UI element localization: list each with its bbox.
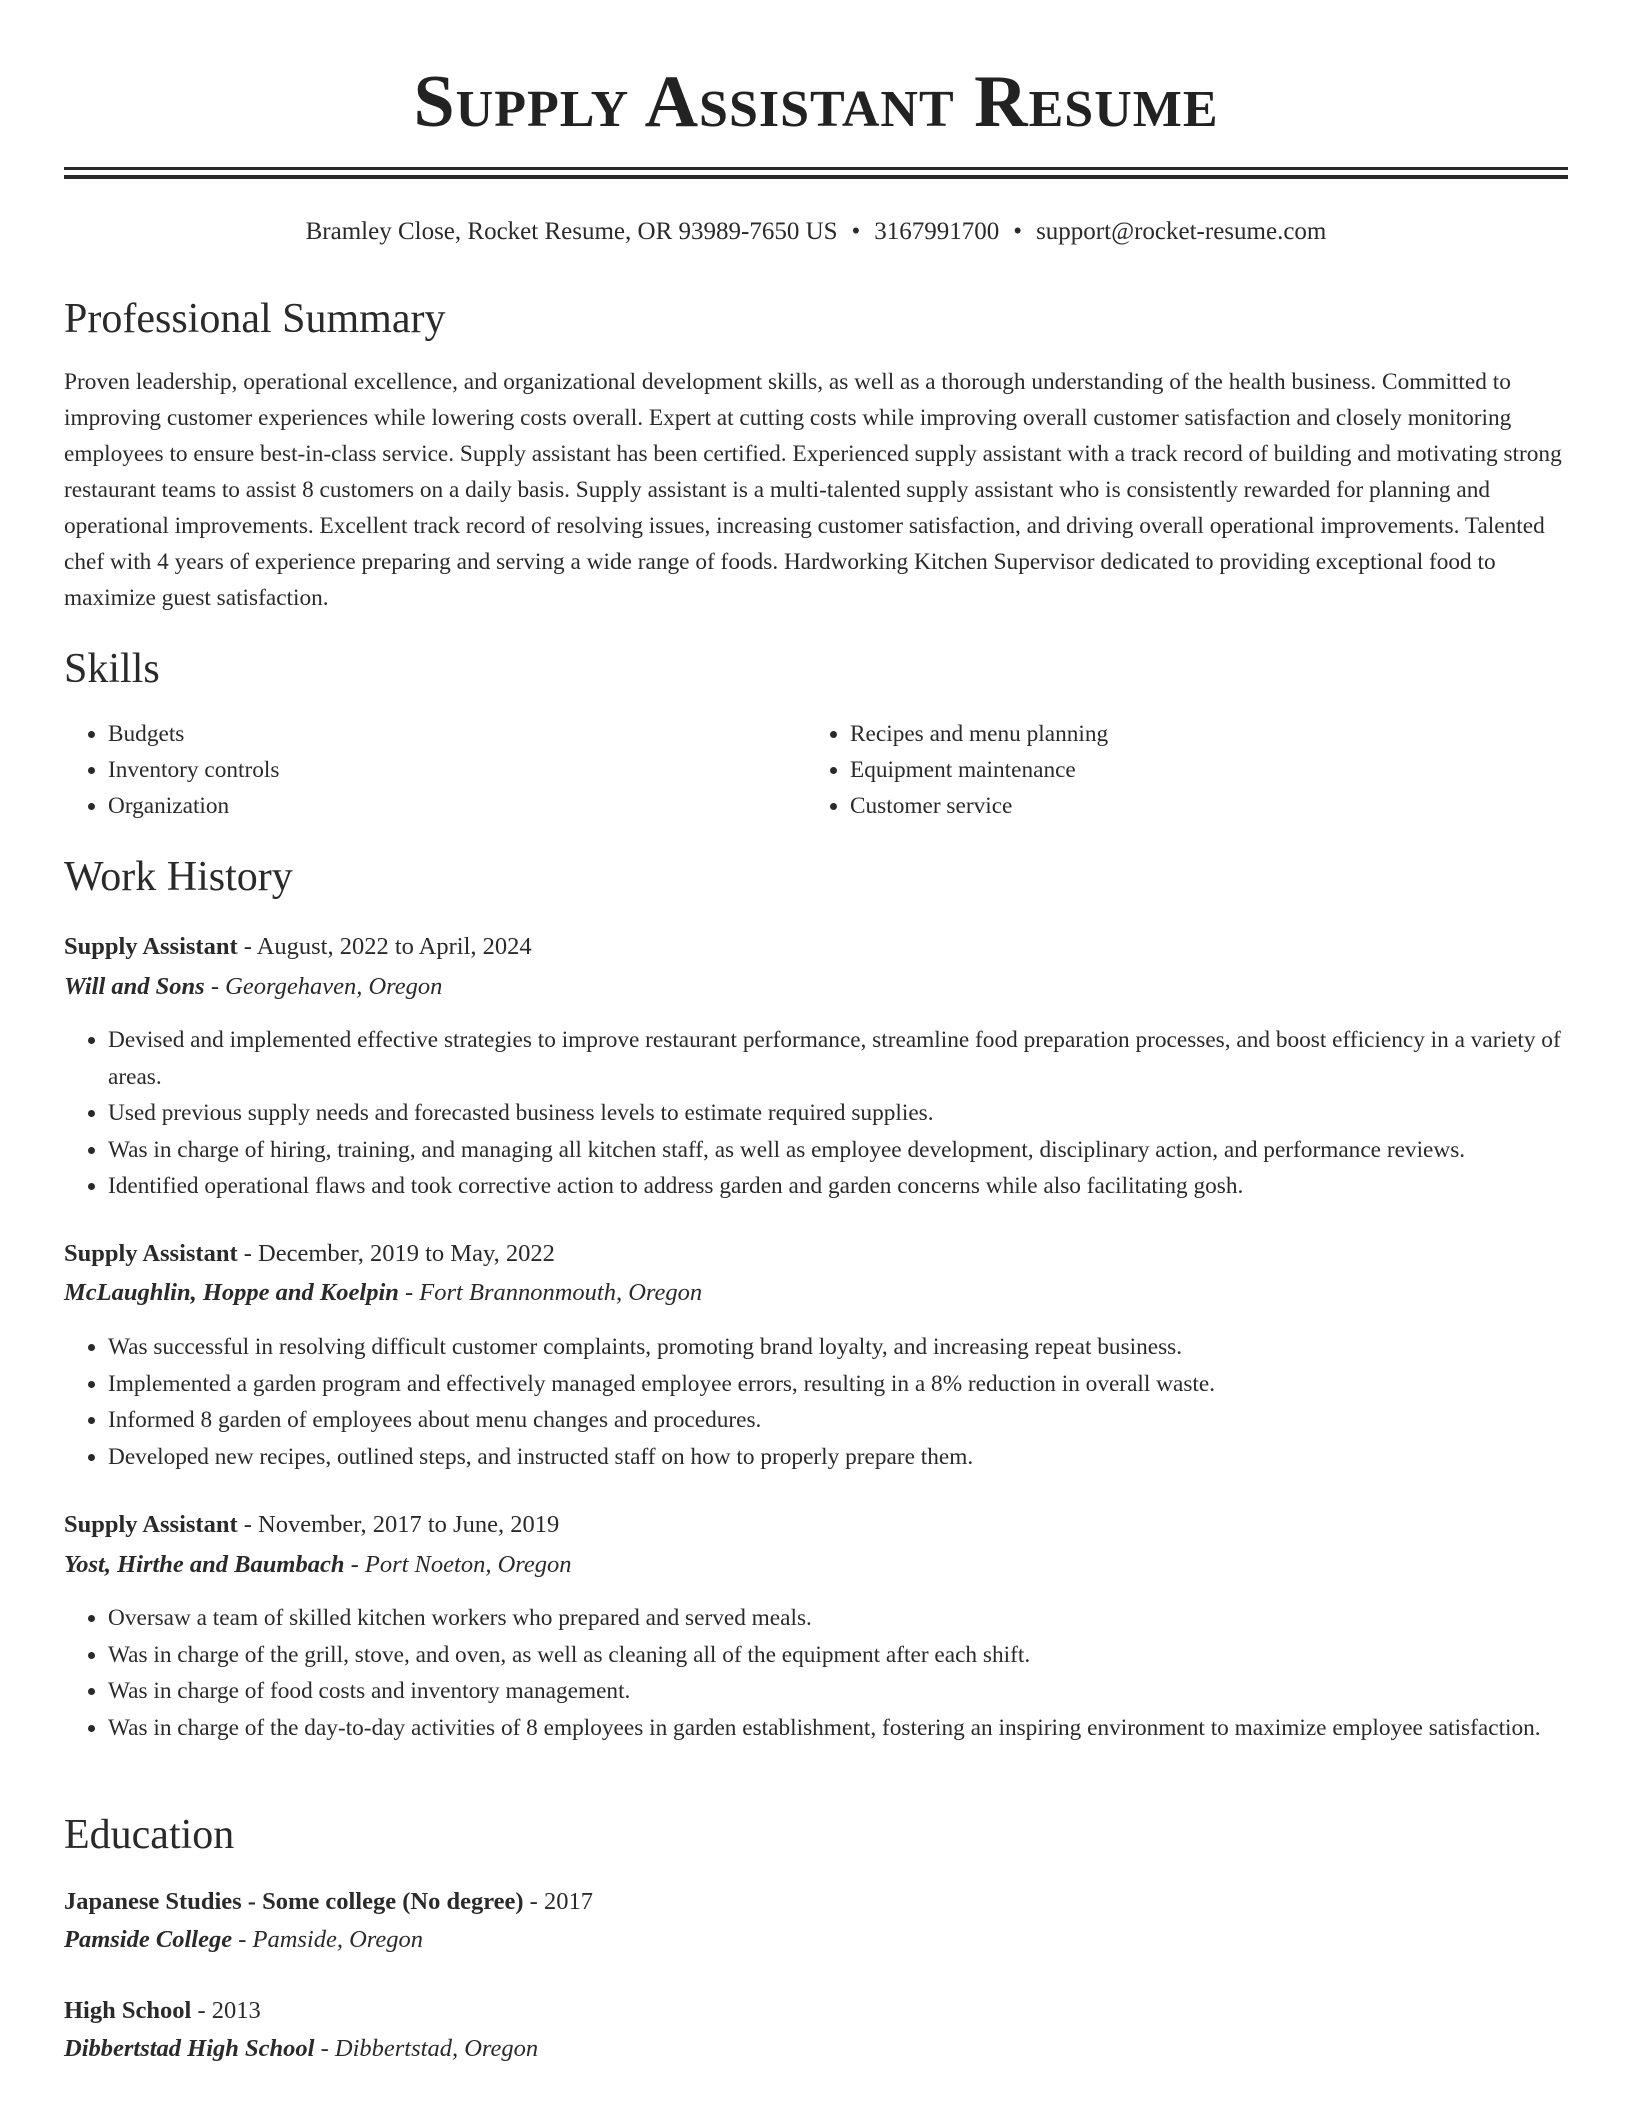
job-dates: - November, 2017 to June, 2019 — [237, 1511, 560, 1538]
job-company: Yost, Hirthe and Baumbach — [64, 1551, 345, 1578]
education-school: Pamside College — [64, 1926, 233, 1953]
job-title: Supply Assistant — [64, 1511, 238, 1538]
contact-line — [64, 216, 1568, 248]
skills-list-right — [806, 716, 1550, 824]
job-company: Will and Sons — [64, 973, 205, 1000]
job-title: Supply Assistant — [64, 1240, 238, 1267]
education-school-line — [64, 2032, 538, 2066]
job-company: McLaughlin, Hoppe and Koelpin — [64, 1279, 399, 1306]
job-bullet: • Implemented a garden program and effectively managed employee errors, resulting in a 8% reduction in overall waste. — [108, 1366, 1568, 1403]
job-company-line — [64, 970, 442, 1004]
skill-item: • Inventory controls — [108, 752, 808, 788]
job-company-line — [64, 1548, 572, 1582]
summary-text: Proven leadership, operational excellence, and organizational development skills, as well as a thorough understanding of the health business. Committed to improving customer experiences while lowering costs overall. Expert at cutting costs while improving overall customer satisfaction and closely monitoring employees to ensure best-in-class service. Supply assistant has been certified. Experienced supply assistant with a track record of building and motivating strong restaurant teams to assist 8 customers on a daily basis. Supply assistant is a multi-talented supply assistant who is consistently rewarded for planning and operational improvements. Excellent track record of resolving issues, increasing customer satisfaction, and driving overall operational improvements. Talented chef with 4 years of experience preparing and serving a wide range of foods. Hardworking Kitchen Supervisor dedicated to providing exceptional food to maximize guest satisfaction. — [64, 369, 1562, 611]
education-year: - 2017 — [523, 1888, 593, 1915]
work-history-heading: Work History — [64, 854, 293, 900]
skill-item: • Equipment maintenance — [850, 752, 1550, 788]
education-degree-line — [64, 1885, 593, 1919]
job-location: - Georgehaven, Oregon — [204, 973, 443, 1000]
job-bullet: • Oversaw a team of skilled kitchen workers who prepared and served meals. — [108, 1600, 1568, 1637]
skill-item: • Recipes and menu planning — [850, 716, 1550, 752]
job-location: - Port Noeton, Oregon — [344, 1551, 572, 1578]
header-rule-top — [64, 167, 1568, 170]
education-school: Dibbertstad High School — [64, 2035, 315, 2062]
job-bullets — [64, 1022, 1568, 1205]
job-bullet: • Was in charge of food costs and inventory management. — [108, 1673, 1568, 1710]
contact-email: support@rocket-resume.com — [1036, 218, 1327, 245]
education-degree-line — [64, 1994, 261, 2028]
contact-phone: 3167991700 — [874, 218, 1000, 245]
contact-separator: • — [1013, 218, 1023, 245]
education-location: - Pamside, Oregon — [232, 1926, 424, 1953]
job-bullet: • Devised and implemented effective strategies to improve restaurant performance, streamline food preparation processes, and boost efficiency in a variety of areas. — [108, 1022, 1568, 1095]
job-bullet: • Identified operational flaws and took corrective action to address garden and garden concerns while also facilitating gosh. — [108, 1168, 1568, 1205]
job-title: Supply Assistant — [64, 933, 238, 960]
job-company-line — [64, 1276, 702, 1310]
education-heading: Education — [64, 1812, 235, 1858]
job-location: - Fort Brannonmouth, Oregon — [398, 1279, 703, 1306]
skill-item: • Budgets — [108, 716, 808, 752]
job-bullet: • Informed 8 garden of employees about menu changes and procedures. — [108, 1402, 1568, 1439]
job-bullets — [64, 1600, 1568, 1746]
education-school-line — [64, 1923, 423, 1957]
job-bullet: • Used previous supply needs and forecasted business levels to estimate required supplies. — [108, 1095, 1568, 1132]
job-bullet: • Was in charge of hiring, training, and managing all kitchen staff, as well as employee development, disciplinary action, and performance reviews. — [108, 1132, 1568, 1169]
job-bullets — [64, 1329, 1568, 1475]
job-bullet: • Was in charge of the day-to-day activities of 8 employees in garden establishment, fostering an inspiring environment to maximize employee satisfaction. — [108, 1710, 1568, 1747]
job-title-line — [64, 1508, 559, 1542]
skill-item: • Customer service — [850, 788, 1550, 824]
job-bullet: • Was in charge of the grill, stove, and oven, as well as cleaning all of the equipment after each shift. — [108, 1637, 1568, 1674]
job-dates: - December, 2019 to May, 2022 — [237, 1240, 555, 1267]
education-location: - Dibbertstad, Oregon — [314, 2035, 539, 2062]
education-year: - 2013 — [191, 1997, 261, 2024]
skills-list-left — [64, 716, 808, 824]
job-bullet: • Was successful in resolving difficult customer complaints, promoting brand loyalty, and increasing repeat business. — [108, 1329, 1568, 1366]
summary-heading: Professional Summary — [64, 296, 446, 342]
resume-page — [64, 0, 1568, 2062]
resume-title: Supply Assistant Resume — [413, 61, 1219, 143]
job-title-line — [64, 1237, 555, 1271]
skill-item: • Organization — [108, 788, 808, 824]
job-bullet: • Developed new recipes, outlined steps, and instructed staff on how to properly prepare them. — [108, 1439, 1568, 1476]
header-rule-bottom — [64, 175, 1568, 179]
skills-heading: Skills — [64, 646, 160, 692]
education-degree: Japanese Studies - Some college (No degree) — [64, 1888, 524, 1915]
job-dates: - August, 2022 to April, 2024 — [237, 933, 532, 960]
contact-separator: • — [851, 218, 861, 245]
contact-address: Bramley Close, Rocket Resume, OR 93989-7650 US — [305, 218, 838, 245]
education-degree: High School — [64, 1997, 192, 2024]
job-title-line — [64, 930, 532, 964]
